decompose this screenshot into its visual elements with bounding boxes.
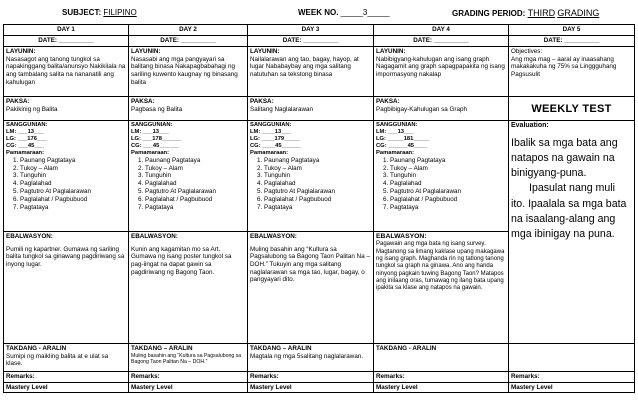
- page-header: [0, 8, 638, 24]
- cg-ref: CG: ______45____: [376, 142, 427, 149]
- takdang-cell: [248, 344, 374, 372]
- takdang-cell: [374, 344, 509, 372]
- date-cell: DATE: __________: [129, 36, 248, 47]
- week-label: WEEK NO.: [298, 8, 339, 17]
- remarks-cell: Remarks:: [4, 372, 129, 383]
- pamamaraan-label: Pamamaraan:: [131, 149, 170, 156]
- ebalwasyon-label: EBALWASYON:: [6, 233, 53, 240]
- list-item: 2. Tukoy – Alam: [390, 165, 506, 173]
- lg-ref: LG: _____181_____: [376, 135, 430, 142]
- cg-ref: CG: ___45___: [6, 142, 45, 149]
- takdang-cell: [129, 344, 248, 372]
- pamamaraan-list: [250, 157, 371, 212]
- ebalwasyon-cell: [129, 232, 248, 344]
- pamamaraan-label: Pamamaraan:: [6, 149, 45, 156]
- ebalwasyon-label: EBALWASYON:: [376, 233, 427, 240]
- date-cell: DATE: __________: [509, 36, 635, 47]
- ebalwasyon-label: EBALWASYON:: [250, 233, 297, 240]
- grading-value: THIRD: [527, 8, 556, 18]
- pamamaraan-list: [6, 157, 126, 212]
- layunin-label: LAYUNIN:: [250, 48, 280, 55]
- paksa-text: Pagbasa ng Balita: [131, 105, 183, 113]
- paksa-label: PAKSA:: [131, 98, 155, 105]
- week-value: _____3_____: [340, 8, 390, 17]
- ebalwasyon-text: Muling basahin ang “Kultura sa Pagsalubong sa Bagong Taon Palitan Na – DOH.” Tukuyin ang mga salitang naglalarawan sa mga tao, lugar, bagay, o pangyayari dito.: [250, 245, 370, 284]
- day-header-row: [4, 25, 635, 36]
- pamamaraan-list: [131, 157, 245, 212]
- subject-value: FILIPINO: [103, 8, 137, 17]
- list-item: 2. Tukoy – Alam: [264, 165, 371, 173]
- ebalwasyon-cell: [4, 232, 129, 344]
- takdang-label: TAKDANG - ARALIN: [6, 345, 67, 352]
- layunin-text: Nasasagot ang tanong tungkol sa napakinggang balita/anunsyo Nakikilala na ang tambalang salita na nananatili ang kahulugan: [6, 55, 126, 86]
- mastery-cell: Mastery Level: [4, 382, 129, 393]
- list-item: 7. Pagtataya: [390, 204, 506, 212]
- layunin-label: LAYUNIN:: [131, 48, 161, 55]
- list-item: 3. Tunguhin: [20, 172, 126, 180]
- layunin-text: Nabibigyang-kahulugan ang isang graph Nagagamit ang graph sapagpapakita ng isang impormasyong nakalap: [376, 55, 505, 79]
- layunin-label: LAYUNIN:: [376, 48, 406, 55]
- mastery-cell: Mastery Level: [509, 382, 635, 393]
- paksa-text: Pagbibigay-Kahulugan sa Graph: [376, 105, 468, 113]
- list-item: 1. Paunang Pagtataya: [264, 157, 371, 165]
- list-item: 3. Tunguhin: [264, 172, 371, 180]
- list-item: 5. Pagtutro At Paglalarawan: [20, 188, 126, 196]
- list-item: 6. Paglalahat / Pagbubuod: [145, 196, 245, 204]
- sanggunian-cell: [129, 121, 248, 232]
- sanggunian-label: SANGGUNIAN:: [376, 122, 418, 128]
- paksa-cell: [129, 97, 248, 121]
- grading-field: [452, 8, 599, 18]
- paksa-label: PAKSA:: [6, 98, 30, 105]
- remarks-row: [4, 372, 635, 383]
- subject-field: [62, 8, 137, 17]
- day-2-header: DAY 2: [129, 25, 248, 36]
- day-4-header: DAY 4: [374, 25, 509, 36]
- paksa-text: Salitang Naglalarawan: [250, 105, 314, 113]
- list-item: 4. Paglalahad: [264, 180, 371, 188]
- list-item: 1. Paunang Pagtataya: [390, 157, 506, 165]
- lesson-plan-table: [3, 24, 635, 393]
- ebalwasyon-cell: [248, 232, 374, 344]
- list-item: 2. Tukoy – Alam: [145, 165, 245, 173]
- lg-ref: LG: ___176___: [6, 135, 47, 142]
- lm-ref: LM: ___13___: [131, 128, 169, 135]
- pamamaraan-label: Pamamaraan:: [250, 149, 289, 156]
- list-item: 6. Paglalahat / Pagbubuod: [264, 196, 371, 204]
- cg-ref: CG: ____45______: [250, 142, 301, 149]
- takdang-text: Muling basahin ang “Kultura sa Pagsalubong sa Bagong Taon Palitan Na – DOH.”: [131, 352, 242, 365]
- lg-ref: LG: ____179_____: [250, 135, 301, 142]
- evaluation-paragraph: Ibalik sa mga bata ang natapos na gawain na binigyang-puna.: [511, 136, 618, 180]
- list-item: 4. Paglalahad: [390, 180, 506, 188]
- remarks-cell: Remarks:: [129, 372, 248, 383]
- paksa-text: Pakikinig ng Balita: [6, 105, 58, 113]
- layunin-row: [4, 47, 635, 97]
- mastery-row: [4, 382, 635, 393]
- subject-label: SUBJECT:: [62, 8, 102, 17]
- list-item: 5. Pagtutro At Paglalarawan: [145, 188, 245, 196]
- layunin-text: Nasasabi ang mga pangyayari sa balitang binasa Nakapagbabahagi ng sariling kuwento kaugnay ng binasang balita: [131, 55, 238, 86]
- layunin-cell: [129, 47, 248, 97]
- date-cell: DATE: __________: [4, 36, 129, 47]
- evaluation-label: Evaluation:: [511, 122, 549, 129]
- takdang-label: TAKDANG - ARALIN: [376, 345, 437, 352]
- grading-suffix: GRADING: [557, 8, 600, 18]
- list-item: 4. Paglalahad: [20, 180, 126, 188]
- list-item: 5. Pagtutro At Paglalarawan: [390, 188, 506, 196]
- ebalwasyon-label: EBALWASYON:: [131, 233, 178, 240]
- list-item: 3. Tunguhin: [390, 172, 506, 180]
- lm-ref: LM: ___13___: [6, 128, 44, 135]
- date-row: [4, 36, 635, 47]
- list-item: 2. Tukoy – Alam: [20, 165, 126, 173]
- list-item: 7. Pagtataya: [264, 204, 371, 212]
- weekly-test-title: WEEKLY TEST: [531, 103, 612, 115]
- mastery-cell: Mastery Level: [374, 382, 509, 393]
- layunin-cell: [4, 47, 129, 97]
- cg-ref: CG: ___45______: [131, 142, 179, 149]
- paksa-row: [4, 97, 635, 121]
- sanggunian-cell: [4, 121, 129, 232]
- remarks-cell: Remarks:: [248, 372, 374, 383]
- list-item: 7. Pagtataya: [145, 204, 245, 212]
- evaluation-paragraph: Ipasulat nang muli ito. Ipaalala sa mga bata na isaalang-alang ang mga ibinigay na puna.: [511, 182, 627, 241]
- ebalwasyon-text: Kunin ang kagamitan mo sa Art. Gumawa ng isang poster tungkol sa pag-iingat na dapat gawin sa pagdiriwang ng Bagong Taon.: [131, 245, 232, 276]
- paksa-label: PAKSA:: [250, 98, 274, 105]
- lg-ref: LG: ___178______: [131, 135, 182, 142]
- evaluation-text: [511, 136, 632, 243]
- weekly-test-cell: [509, 97, 635, 121]
- sanggunian-label: SANGGUNIAN:: [131, 122, 173, 128]
- sanggunian-cell: [248, 121, 374, 232]
- list-item: 3. Tunguhin: [145, 172, 245, 180]
- day-3-header: DAY 3: [248, 25, 374, 36]
- ebalwasyon-cell: [374, 232, 509, 344]
- takdang-cell: [4, 344, 129, 372]
- layunin-cell: [374, 47, 509, 97]
- sanggunian-row: [4, 121, 635, 232]
- objectives-text: Ang mga mag – aaral ay inaasahang makakakuha ng 75% sa Linggguhang Pagsusulit: [511, 55, 617, 79]
- paksa-label: PAKSA:: [376, 98, 400, 105]
- remarks-cell: Remarks:: [509, 372, 635, 383]
- date-cell: DATE: __________: [248, 36, 374, 47]
- layunin-text: Nailalarawan ang tao, bagay, hayop, at lugar Nababaybay ang mga salitang natutuhan sa tekstong binasa: [250, 55, 359, 79]
- evaluation-cell: [509, 121, 635, 344]
- remarks-cell: Remarks:: [374, 372, 509, 383]
- list-item: 1. Paunang Pagtataya: [20, 157, 126, 165]
- list-item: 1. Paunang Pagtataya: [145, 157, 245, 165]
- takdang-text: Sumipi ng maikling balita at e ulat sa klase.: [6, 352, 109, 368]
- layunin-cell: [248, 47, 374, 97]
- paksa-cell: [374, 97, 509, 121]
- takdang-text: Magtala ng mga 5salitang naglalarawan.: [250, 352, 364, 360]
- takdang-row: [4, 344, 635, 372]
- mastery-cell: Mastery Level: [248, 382, 374, 393]
- takdang-cell: [509, 344, 635, 372]
- week-field: [298, 8, 390, 17]
- ebalwasyon-text: Pumili ng kapartner. Gumawa ng sariling balita tungkol sa ginawang pagdiriwang sa inyong lugar.: [6, 245, 125, 269]
- objectives-cell: [509, 47, 635, 97]
- day-5-header: DAY 5: [509, 25, 635, 36]
- paksa-cell: [248, 97, 374, 121]
- list-item: 6. Paglalahat / Pagbubuod: [20, 196, 126, 204]
- list-item: 6. Paglalahat / Pagbubuod: [390, 196, 506, 204]
- takdang-label: TAKDANG – ARALIN: [131, 345, 193, 352]
- layunin-label: LAYUNIN:: [6, 48, 36, 55]
- list-item: 4. Paglalahad: [145, 180, 245, 188]
- paksa-cell: [4, 97, 129, 121]
- sanggunian-label: SANGGUNIAN:: [250, 122, 292, 128]
- takdang-label: TAKDANG – ARALIN: [250, 345, 312, 352]
- date-cell: DATE: __________: [374, 36, 509, 47]
- objectives-label: Objectives:: [511, 48, 543, 55]
- list-item: 5. Pagtutro At Paglalarawan: [264, 188, 371, 196]
- sanggunian-cell: [374, 121, 509, 232]
- grading-label: GRADING PERIOD:: [452, 9, 526, 18]
- list-item: 7. Pagtataya: [20, 204, 126, 212]
- lm-ref: LM: ____13___: [250, 128, 291, 135]
- sanggunian-label: SANGGUNIAN:: [6, 122, 48, 128]
- day-1-header: DAY 1: [4, 25, 129, 36]
- mastery-cell: Mastery Level: [129, 382, 248, 393]
- pamamaraan-list: [376, 157, 506, 212]
- lm-ref: LM: ___13___: [376, 128, 414, 135]
- ebalwasyon-text: Pagawain ang mga bata ng isang survey. Magtanong sa limang kaklase upang makagawa ng isang graph. Maghanda rin ng tatlong tanong tungkol sa graph na ginawa. Ano ang handa ninyong pagkain tuwing Bagong Taon? Matapos ang inilaang oras, tumawag ng ilang bata upang ipakita sa klase ang natapos na gawain.: [376, 241, 505, 292]
- pamamaraan-label: Pamamaraan:: [376, 149, 415, 156]
